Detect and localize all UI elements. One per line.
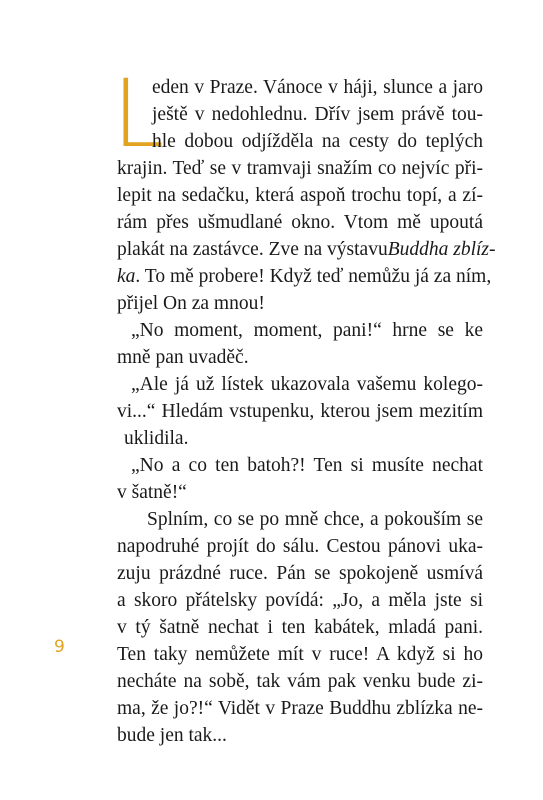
- text-line: přijel On za mnou!: [117, 293, 265, 314]
- text-line: rám přes ušmudlané okno. Vtom mě upoutá: [117, 212, 483, 233]
- text-line: ma, že jo?!“ Vidět v Praze Buddhu zblízka ne-: [117, 698, 483, 719]
- text-line: „Ale já už lístek ukazovala vašemu kolego-: [131, 374, 483, 395]
- text-line: uklidila.: [124, 428, 189, 449]
- text-line: „No moment, moment, pani!“ hrne se ke: [131, 320, 483, 341]
- text-line: v šatně!“: [117, 482, 187, 503]
- hyphen: -: [489, 239, 496, 260]
- drop-cap: L: [112, 60, 165, 169]
- italic-title: Buddha zblíz: [387, 239, 490, 260]
- text-line: Ten taky nemůžete mít v ruce! A když si ho: [117, 644, 483, 665]
- text-line: vi...“ Hledám vstupenku, kterou jsem mezitím: [117, 401, 483, 422]
- text-segment: plakát na zastávce. Zve na výstavu: [117, 239, 388, 260]
- text-line: krajin. Teď se v tramvaji snažím co nejvíc při-: [117, 158, 483, 179]
- text-line: v tý šatně nechat i ten kabátek, mladá pani.: [117, 617, 483, 638]
- text-line: [117, 238, 496, 262]
- text-line: napodruhé projít do sálu. Cestou pánovi uka-: [117, 536, 483, 557]
- text-line: hle dobou odjížděla na cesty do teplých: [152, 131, 483, 152]
- text-line: [117, 265, 492, 289]
- text-line: zuju prázdné ruce. Pán se spokojeně usmívá: [117, 563, 483, 584]
- italic-title-end: ka: [117, 266, 136, 287]
- text-line: mně pan uvaděč.: [117, 347, 249, 368]
- text-line: eden v Praze. Vánoce v háji, slunce a jaro: [152, 77, 483, 98]
- text-segment: . To mě probere! Když teď nemůžu já za ním,: [135, 266, 492, 287]
- text-line: necháte na sobě, tak vám pak venku bude zi-: [117, 671, 483, 692]
- page-number: 9: [54, 637, 65, 657]
- text-line: ještě v nedohlednu. Dřív jsem právě tou-: [152, 104, 483, 125]
- text-line: „No a co ten batoh?! Ten si musíte nechat: [131, 455, 483, 476]
- text-line: bude jen tak...: [117, 725, 227, 746]
- text-line: a skoro přátelsky povídá: „Jo, a měla jste si: [117, 590, 483, 611]
- text-line: Splním, co se po mně chce, a pokouším se: [147, 509, 483, 530]
- text-line: lepit na sedačku, která aspoň trochu topí, a zí-: [117, 185, 483, 206]
